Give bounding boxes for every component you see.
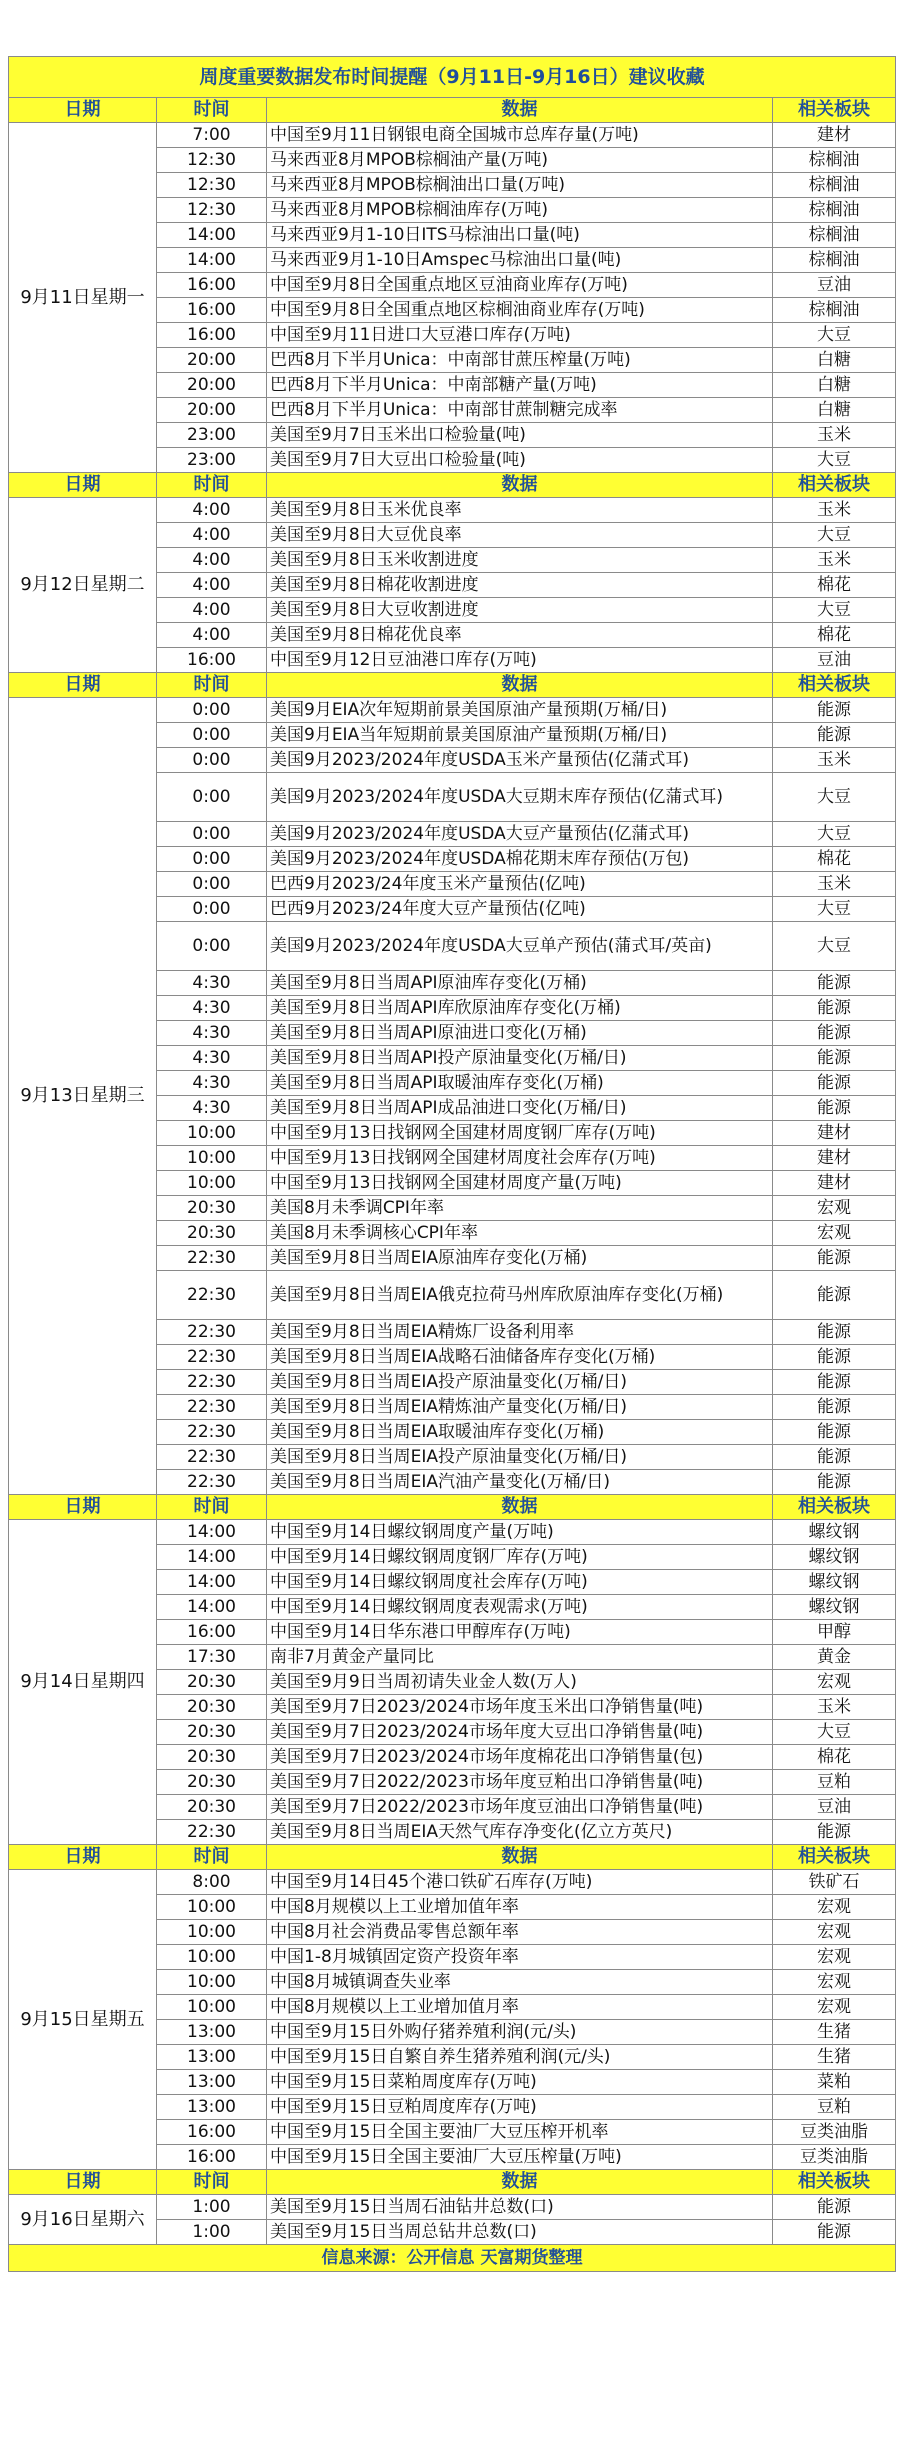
- time-cell: 20:30: [157, 1745, 267, 1770]
- data-cell: 中国至9月14日45个港口铁矿石库存(万吨): [267, 1870, 773, 1895]
- time-cell: 12:30: [157, 148, 267, 173]
- footer-row: [9, 2245, 896, 2272]
- data-cell: 美国至9月15日当周总钻井总数(口): [267, 2220, 773, 2245]
- time-cell: 20:00: [157, 348, 267, 373]
- time-cell: 1:00: [157, 2220, 267, 2245]
- data-cell: 巴西9月2023/24年度大豆产量预估(亿吨): [267, 897, 773, 922]
- sector-cell: 大豆: [773, 773, 896, 822]
- data-cell: 巴西9月2023/24年度玉米产量预估(亿吨): [267, 872, 773, 897]
- data-cell: 中国至9月15日菜粕周度库存(万吨): [267, 2070, 773, 2095]
- data-cell: 南非7月黄金产量同比: [267, 1645, 773, 1670]
- time-cell: 14:00: [157, 1520, 267, 1545]
- sector-cell: 能源: [773, 1071, 896, 1096]
- sector-cell: 螺纹钢: [773, 1595, 896, 1620]
- sector-cell: 棉花: [773, 623, 896, 648]
- data-cell: 中国至9月11日进口大豆港口库存(万吨): [267, 323, 773, 348]
- time-cell: 22:30: [157, 1420, 267, 1445]
- data-cell: 美国至9月7日2022/2023市场年度豆油出口净销售量(吨): [267, 1795, 773, 1820]
- sector-cell: 白糖: [773, 398, 896, 423]
- data-cell: 中国至9月13日找钢网全国建材周度钢厂库存(万吨): [267, 1121, 773, 1146]
- sector-cell: 棉花: [773, 1745, 896, 1770]
- sector-cell: 大豆: [773, 323, 896, 348]
- time-cell: 10:00: [157, 1171, 267, 1196]
- data-cell: 中国至9月14日螺纹钢周度钢厂库存(万吨): [267, 1545, 773, 1570]
- sector-cell: 大豆: [773, 523, 896, 548]
- sector-cell: 螺纹钢: [773, 1570, 896, 1595]
- data-cell: 中国至9月11日钢银电商全国城市总库存量(万吨): [267, 123, 773, 148]
- data-cell: 马来西亚9月1-10日ITS马棕油出口量(吨): [267, 223, 773, 248]
- time-cell: 20:30: [157, 1795, 267, 1820]
- header-date: 日期: [9, 1495, 157, 1520]
- sector-cell: 棕榈油: [773, 198, 896, 223]
- sector-cell: 玉米: [773, 1695, 896, 1720]
- table-row: [9, 2195, 896, 2220]
- data-cell: 美国至9月8日当周EIA天然气库存净变化(亿立方英尺): [267, 1820, 773, 1845]
- time-cell: 0:00: [157, 922, 267, 971]
- data-cell: 美国至9月8日当周EIA原油库存变化(万桶): [267, 1246, 773, 1271]
- data-cell: 美国9月2023/2024年度USDA大豆单产预估(蒲式耳/英亩): [267, 922, 773, 971]
- source-note: 信息来源：公开信息 天富期货整理: [9, 2245, 896, 2272]
- data-cell: 美国至9月8日玉米收割进度: [267, 548, 773, 573]
- header-row: [9, 98, 896, 123]
- page-title: 周度重要数据发布时间提醒（9月11日-9月16日）建议收藏: [9, 57, 896, 98]
- time-cell: 20:30: [157, 1720, 267, 1745]
- sector-cell: 生猪: [773, 2020, 896, 2045]
- data-cell: 美国至9月8日棉花收割进度: [267, 573, 773, 598]
- data-cell: 美国至9月8日棉花优良率: [267, 623, 773, 648]
- data-cell: 美国8月未季调核心CPI年率: [267, 1221, 773, 1246]
- data-cell: 中国至9月15日外购仔猪养殖利润(元/头): [267, 2020, 773, 2045]
- time-cell: 22:30: [157, 1320, 267, 1345]
- day-label: 9月13日星期三: [9, 698, 157, 1495]
- day-label: 9月15日星期五: [9, 1870, 157, 2170]
- sector-cell: 能源: [773, 1470, 896, 1495]
- sector-cell: 能源: [773, 723, 896, 748]
- sector-cell: 能源: [773, 1445, 896, 1470]
- time-cell: 10:00: [157, 1920, 267, 1945]
- schedule-table: [8, 56, 896, 2272]
- data-cell: 美国至9月8日当周EIA精炼厂设备利用率: [267, 1320, 773, 1345]
- header-data: 数据: [267, 1495, 773, 1520]
- data-cell: 美国至9月8日当周EIA战略石油储备库存变化(万桶): [267, 1345, 773, 1370]
- time-cell: 17:30: [157, 1645, 267, 1670]
- sector-cell: 能源: [773, 1246, 896, 1271]
- data-cell: 马来西亚8月MPOB棕榈油库存(万吨): [267, 198, 773, 223]
- time-cell: 16:00: [157, 273, 267, 298]
- data-cell: 美国至9月8日当周API库欣原油库存变化(万桶): [267, 996, 773, 1021]
- time-cell: 4:30: [157, 1071, 267, 1096]
- sector-cell: 能源: [773, 1320, 896, 1345]
- data-cell: 美国至9月7日2023/2024市场年度大豆出口净销售量(吨): [267, 1720, 773, 1745]
- data-cell: 美国至9月8日当周API原油库存变化(万桶): [267, 971, 773, 996]
- sector-cell: 玉米: [773, 498, 896, 523]
- sector-cell: 螺纹钢: [773, 1545, 896, 1570]
- header-time: 时间: [157, 673, 267, 698]
- header-data: 数据: [267, 98, 773, 123]
- data-cell: 美国至9月8日当周EIA俄克拉荷马州库欣原油库存变化(万桶): [267, 1271, 773, 1320]
- time-cell: 4:00: [157, 623, 267, 648]
- time-cell: 22:30: [157, 1445, 267, 1470]
- time-cell: 4:30: [157, 1021, 267, 1046]
- time-cell: 16:00: [157, 298, 267, 323]
- time-cell: 13:00: [157, 2045, 267, 2070]
- header-sector: 相关板块: [773, 2170, 896, 2195]
- table-row: [9, 123, 896, 148]
- sector-cell: 能源: [773, 1271, 896, 1320]
- sector-cell: 能源: [773, 1021, 896, 1046]
- time-cell: 16:00: [157, 2120, 267, 2145]
- data-cell: 美国至9月7日2023/2024市场年度玉米出口净销售量(吨): [267, 1695, 773, 1720]
- sector-cell: 能源: [773, 1820, 896, 1845]
- sector-cell: 大豆: [773, 822, 896, 847]
- sector-cell: 豆类油脂: [773, 2145, 896, 2170]
- data-cell: 美国至9月9日当周初请失业金人数(万人): [267, 1670, 773, 1695]
- data-cell: 马来西亚8月MPOB棕榈油产量(万吨): [267, 148, 773, 173]
- data-cell: 美国至9月8日当周EIA汽油产量变化(万桶/日): [267, 1470, 773, 1495]
- data-cell: 巴西8月下半月Unica：中南部糖产量(万吨): [267, 373, 773, 398]
- data-cell: 美国9月2023/2024年度USDA大豆期末库存预估(亿蒲式耳): [267, 773, 773, 822]
- data-cell: 美国至9月8日当周API取暖油库存变化(万桶): [267, 1071, 773, 1096]
- day-label: 9月11日星期一: [9, 123, 157, 473]
- time-cell: 0:00: [157, 822, 267, 847]
- sector-cell: 棕榈油: [773, 298, 896, 323]
- time-cell: 10:00: [157, 1970, 267, 1995]
- time-cell: 0:00: [157, 698, 267, 723]
- header-date: 日期: [9, 673, 157, 698]
- data-cell: 美国至9月8日当周EIA精炼油产量变化(万桶/日): [267, 1395, 773, 1420]
- data-cell: 美国8月未季调CPI年率: [267, 1196, 773, 1221]
- sector-cell: 宏观: [773, 1995, 896, 2020]
- header-row: [9, 473, 896, 498]
- data-cell: 中国至9月8日全国重点地区豆油商业库存(万吨): [267, 273, 773, 298]
- data-cell: 美国至9月7日2022/2023市场年度豆粕出口净销售量(吨): [267, 1770, 773, 1795]
- time-cell: 4:30: [157, 996, 267, 1021]
- sector-cell: 能源: [773, 1420, 896, 1445]
- time-cell: 23:00: [157, 448, 267, 473]
- table-row: [9, 698, 896, 723]
- data-cell: 中国至9月15日自繁自养生猪养殖利润(元/头): [267, 2045, 773, 2070]
- time-cell: 14:00: [157, 223, 267, 248]
- data-cell: 中国8月城镇调查失业率: [267, 1970, 773, 1995]
- data-cell: 中国至9月14日螺纹钢周度产量(万吨): [267, 1520, 773, 1545]
- data-cell: 美国至9月8日当周EIA投产原油量变化(万桶/日): [267, 1445, 773, 1470]
- header-data: 数据: [267, 2170, 773, 2195]
- time-cell: 16:00: [157, 323, 267, 348]
- data-cell: 美国至9月8日当周EIA投产原油量变化(万桶/日): [267, 1370, 773, 1395]
- time-cell: 0:00: [157, 748, 267, 773]
- data-cell: 中国至9月13日找钢网全国建材周度社会库存(万吨): [267, 1146, 773, 1171]
- header-row: [9, 673, 896, 698]
- data-cell: 中国至9月8日全国重点地区棕榈油商业库存(万吨): [267, 298, 773, 323]
- data-cell: 马来西亚8月MPOB棕榈油出口量(万吨): [267, 173, 773, 198]
- time-cell: 16:00: [157, 648, 267, 673]
- sector-cell: 铁矿石: [773, 1870, 896, 1895]
- sector-cell: 大豆: [773, 1720, 896, 1745]
- time-cell: 12:30: [157, 198, 267, 223]
- time-cell: 20:30: [157, 1221, 267, 1246]
- sector-cell: 能源: [773, 1096, 896, 1121]
- time-cell: 0:00: [157, 897, 267, 922]
- time-cell: 13:00: [157, 2095, 267, 2120]
- data-cell: 美国至9月7日2023/2024市场年度棉花出口净销售量(包): [267, 1745, 773, 1770]
- header-time: 时间: [157, 1845, 267, 1870]
- data-cell: 中国8月规模以上工业增加值年率: [267, 1895, 773, 1920]
- sector-cell: 大豆: [773, 598, 896, 623]
- time-cell: 4:00: [157, 598, 267, 623]
- time-cell: 20:00: [157, 398, 267, 423]
- sector-cell: 玉米: [773, 548, 896, 573]
- header-time: 时间: [157, 473, 267, 498]
- data-cell: 中国8月规模以上工业增加值月率: [267, 1995, 773, 2020]
- sector-cell: 建材: [773, 1146, 896, 1171]
- time-cell: 22:30: [157, 1470, 267, 1495]
- header-row: [9, 1845, 896, 1870]
- sector-cell: 能源: [773, 1370, 896, 1395]
- data-cell: 巴西8月下半月Unica：中南部甘蔗制糖完成率: [267, 398, 773, 423]
- day-label: 9月12日星期二: [9, 498, 157, 673]
- time-cell: 0:00: [157, 773, 267, 822]
- time-cell: 10:00: [157, 1146, 267, 1171]
- header-time: 时间: [157, 98, 267, 123]
- time-cell: 20:30: [157, 1770, 267, 1795]
- time-cell: 4:30: [157, 1046, 267, 1071]
- data-cell: 美国9月2023/2024年度USDA棉花期末库存预估(万包): [267, 847, 773, 872]
- data-cell: 美国至9月15日当周石油钻井总数(口): [267, 2195, 773, 2220]
- sector-cell: 棉花: [773, 847, 896, 872]
- sector-cell: 生猪: [773, 2045, 896, 2070]
- time-cell: 10:00: [157, 1995, 267, 2020]
- data-cell: 美国至9月8日当周API原油进口变化(万桶): [267, 1021, 773, 1046]
- time-cell: 20:30: [157, 1695, 267, 1720]
- sector-cell: 宏观: [773, 1670, 896, 1695]
- sector-cell: 白糖: [773, 373, 896, 398]
- data-cell: 美国9月2023/2024年度USDA大豆产量预估(亿蒲式耳): [267, 822, 773, 847]
- sector-cell: 白糖: [773, 348, 896, 373]
- data-cell: 美国至9月8日大豆优良率: [267, 523, 773, 548]
- sector-cell: 棕榈油: [773, 223, 896, 248]
- day-label: 9月16日星期六: [9, 2195, 157, 2245]
- sector-cell: 棕榈油: [773, 173, 896, 198]
- sector-cell: 玉米: [773, 748, 896, 773]
- time-cell: 4:30: [157, 971, 267, 996]
- sector-cell: 宏观: [773, 1221, 896, 1246]
- time-cell: 22:30: [157, 1271, 267, 1320]
- sector-cell: 大豆: [773, 897, 896, 922]
- time-cell: 0:00: [157, 872, 267, 897]
- header-sector: 相关板块: [773, 1495, 896, 1520]
- data-cell: 中国至9月14日华东港口甲醇库存(万吨): [267, 1620, 773, 1645]
- time-cell: 20:00: [157, 373, 267, 398]
- header-time: 时间: [157, 1495, 267, 1520]
- data-cell: 中国至9月12日豆油港口库存(万吨): [267, 648, 773, 673]
- sector-cell: 豆油: [773, 648, 896, 673]
- header-sector: 相关板块: [773, 1845, 896, 1870]
- data-cell: 中国至9月14日螺纹钢周度社会库存(万吨): [267, 1570, 773, 1595]
- header-data: 数据: [267, 473, 773, 498]
- data-cell: 中国1-8月城镇固定资产投资年率: [267, 1945, 773, 1970]
- header-date: 日期: [9, 1845, 157, 1870]
- sector-cell: 玉米: [773, 423, 896, 448]
- data-cell: 中国至9月15日豆粕周度库存(万吨): [267, 2095, 773, 2120]
- header-date: 日期: [9, 473, 157, 498]
- data-cell: 美国至9月7日大豆出口检验量(吨): [267, 448, 773, 473]
- sector-cell: 菜粕: [773, 2070, 896, 2095]
- time-cell: 8:00: [157, 1870, 267, 1895]
- time-cell: 10:00: [157, 1895, 267, 1920]
- day-label: 9月14日星期四: [9, 1520, 157, 1845]
- data-cell: 美国9月2023/2024年度USDA玉米产量预估(亿蒲式耳): [267, 748, 773, 773]
- sector-cell: 能源: [773, 996, 896, 1021]
- data-cell: 马来西亚9月1-10日Amspec马棕油出口量(吨): [267, 248, 773, 273]
- header-sector: 相关板块: [773, 673, 896, 698]
- time-cell: 1:00: [157, 2195, 267, 2220]
- sector-cell: 能源: [773, 1345, 896, 1370]
- sector-cell: 豆油: [773, 273, 896, 298]
- header-row: [9, 2170, 896, 2195]
- data-cell: 中国至9月15日全国主要油厂大豆压榨量(万吨): [267, 2145, 773, 2170]
- time-cell: 14:00: [157, 248, 267, 273]
- sector-cell: 豆粕: [773, 1770, 896, 1795]
- time-cell: 10:00: [157, 1121, 267, 1146]
- time-cell: 23:00: [157, 423, 267, 448]
- sector-cell: 螺纹钢: [773, 1520, 896, 1545]
- time-cell: 16:00: [157, 2145, 267, 2170]
- sector-cell: 棕榈油: [773, 248, 896, 273]
- sector-cell: 黄金: [773, 1645, 896, 1670]
- time-cell: 4:00: [157, 523, 267, 548]
- data-cell: 美国至9月8日玉米优良率: [267, 498, 773, 523]
- time-cell: 22:30: [157, 1345, 267, 1370]
- sector-cell: 棉花: [773, 573, 896, 598]
- sector-cell: 建材: [773, 1171, 896, 1196]
- sector-cell: 豆粕: [773, 2095, 896, 2120]
- sector-cell: 棕榈油: [773, 148, 896, 173]
- time-cell: 16:00: [157, 1620, 267, 1645]
- sector-cell: 能源: [773, 2220, 896, 2245]
- sector-cell: 宏观: [773, 1970, 896, 1995]
- header-date: 日期: [9, 2170, 157, 2195]
- header-sector: 相关板块: [773, 98, 896, 123]
- time-cell: 13:00: [157, 2070, 267, 2095]
- header-time: 时间: [157, 2170, 267, 2195]
- sector-cell: 能源: [773, 1395, 896, 1420]
- sector-cell: 能源: [773, 1046, 896, 1071]
- sector-cell: 能源: [773, 971, 896, 996]
- header-row: [9, 1495, 896, 1520]
- time-cell: 12:30: [157, 173, 267, 198]
- sector-cell: 大豆: [773, 922, 896, 971]
- data-cell: 美国至9月8日当周EIA取暖油库存变化(万桶): [267, 1420, 773, 1445]
- sector-cell: 宏观: [773, 1945, 896, 1970]
- data-cell: 美国至9月8日当周API投产原油量变化(万桶/日): [267, 1046, 773, 1071]
- sector-cell: 豆类油脂: [773, 2120, 896, 2145]
- sector-cell: 大豆: [773, 448, 896, 473]
- time-cell: 14:00: [157, 1595, 267, 1620]
- sector-cell: 玉米: [773, 872, 896, 897]
- sector-cell: 宏观: [773, 1895, 896, 1920]
- time-cell: 20:30: [157, 1670, 267, 1695]
- time-cell: 22:30: [157, 1820, 267, 1845]
- sector-cell: 甲醇: [773, 1620, 896, 1645]
- time-cell: 10:00: [157, 1945, 267, 1970]
- sector-cell: 能源: [773, 698, 896, 723]
- sector-cell: 豆油: [773, 1795, 896, 1820]
- sector-cell: 宏观: [773, 1920, 896, 1945]
- header-date: 日期: [9, 98, 157, 123]
- header-data: 数据: [267, 673, 773, 698]
- time-cell: 14:00: [157, 1545, 267, 1570]
- data-cell: 中国8月社会消费品零售总额年率: [267, 1920, 773, 1945]
- table-row: [9, 498, 896, 523]
- time-cell: 0:00: [157, 723, 267, 748]
- time-cell: 22:30: [157, 1370, 267, 1395]
- time-cell: 4:00: [157, 548, 267, 573]
- time-cell: 13:00: [157, 2020, 267, 2045]
- data-cell: 美国至9月8日当周API成品油进口变化(万桶/日): [267, 1096, 773, 1121]
- data-cell: 中国至9月15日全国主要油厂大豆压榨开机率: [267, 2120, 773, 2145]
- sector-cell: 能源: [773, 2195, 896, 2220]
- time-cell: 22:30: [157, 1395, 267, 1420]
- time-cell: 22:30: [157, 1246, 267, 1271]
- data-cell: 美国9月EIA当年短期前景美国原油产量预期(万桶/日): [267, 723, 773, 748]
- sector-cell: 建材: [773, 1121, 896, 1146]
- time-cell: 0:00: [157, 847, 267, 872]
- time-cell: 4:30: [157, 1096, 267, 1121]
- data-cell: 美国至9月8日大豆收割进度: [267, 598, 773, 623]
- data-cell: 美国9月EIA次年短期前景美国原油产量预期(万桶/日): [267, 698, 773, 723]
- table-row: [9, 1870, 896, 1895]
- data-cell: 中国至9月13日找钢网全国建材周度产量(万吨): [267, 1171, 773, 1196]
- time-cell: 14:00: [157, 1570, 267, 1595]
- sector-cell: 建材: [773, 123, 896, 148]
- header-sector: 相关板块: [773, 473, 896, 498]
- sector-cell: 宏观: [773, 1196, 896, 1221]
- data-cell: 美国至9月7日玉米出口检验量(吨): [267, 423, 773, 448]
- time-cell: 4:00: [157, 498, 267, 523]
- header-data: 数据: [267, 1845, 773, 1870]
- time-cell: 7:00: [157, 123, 267, 148]
- time-cell: 4:00: [157, 573, 267, 598]
- time-cell: 20:30: [157, 1196, 267, 1221]
- table-row: [9, 1520, 896, 1545]
- data-cell: 中国至9月14日螺纹钢周度表观需求(万吨): [267, 1595, 773, 1620]
- data-cell: 巴西8月下半月Unica：中南部甘蔗压榨量(万吨): [267, 348, 773, 373]
